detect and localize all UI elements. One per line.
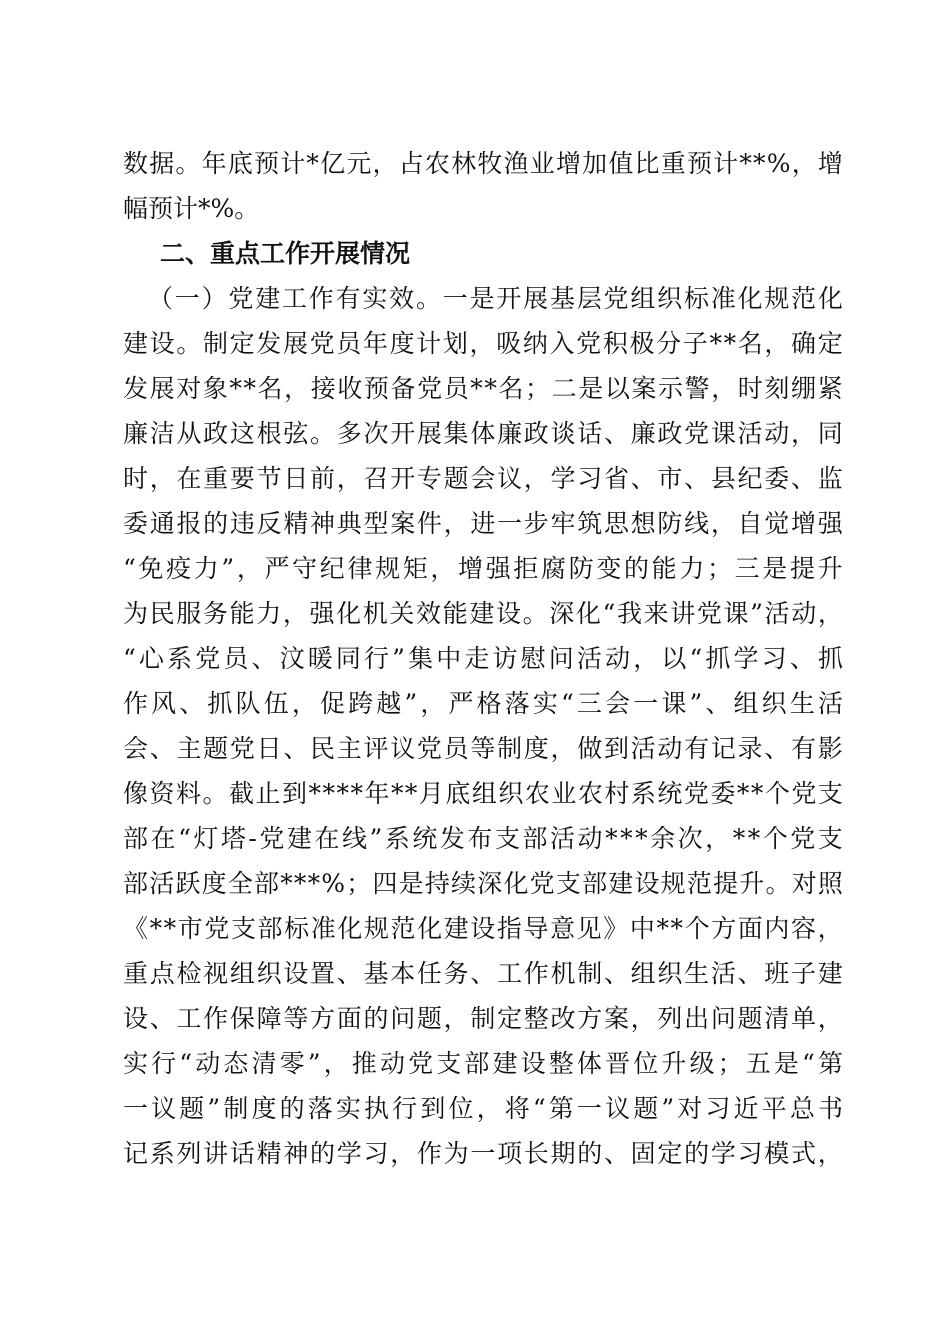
intro-line: 幅预计*%。 xyxy=(123,194,260,223)
paragraph-line: 部 活 跃 度 全 部 * * * % ； 四 是 持 续 深 化 党 支 部 建 设 规 范 提 升 。 对 照 xyxy=(123,869,843,898)
paragraph-line: 《 * * 市 党 支 部 标 准 化 规 范 化 建 设 指 导 意 见 》 中 * * 个 方 面 内 容 ， xyxy=(123,914,843,943)
paragraph-line: 一 议 题 ” 制 度 的 落 实 执 行 到 位 ， 将 “ 第 一 议 题 ” 对 习 近 平 总 书 xyxy=(123,1094,843,1123)
paragraph-line: 设 、 工 作 保 障 等 方 面 的 问 题 ， 制 定 整 改 方 案 ， 列 出 问 题 清 单 ， xyxy=(123,1004,843,1033)
paragraph-line: 部 在 “ 灯 塔 - 党 建 在 线 ” 系 统 发 布 支 部 活 动 * * * 余 次 ， * * 个 党 支 xyxy=(123,824,843,853)
paragraph-line: 时 ， 在 重 要 节 日 前 ， 召 开 专 题 会 议 ， 学 习 省 、 市 、 县 纪 委 、 监 xyxy=(123,464,843,493)
paragraph-line: 实 行 “ 动 态 清 零 ” ， 推 动 党 支 部 建 设 整 体 晋 位 升 级 ； 五 是 “ 第 xyxy=(123,1049,843,1078)
paragraph-line: 会 、 主 题 党 日 、 民 主 评 议 党 员 等 制 度 ， 做 到 活 动 有 记 录 、 有 影 xyxy=(123,734,843,763)
paragraph-line: 重 点 检 视 组 织 设 置 、 基 本 任 务 、 工 作 机 制 、 组 织 生 活 、 班 子 建 xyxy=(123,959,843,988)
paragraph-line: 建 设 。 制 定 发 展 党 员 年 度 计 划 ， 吸 纳 入 党 积 极 分 子 * * 名 ， 确 定 xyxy=(123,329,843,358)
paragraph-line: 为 民 服 务 能 力 ， 强 化 机 关 效 能 建 设 。 深 化 “ 我 来 讲 党 课 ” 活 动 ， xyxy=(123,599,843,628)
paragraph-line: （ 一 ） 党 建 工 作 有 实 效 。 一 是 开 展 基 层 党 组 织 标 准 化 规 范 化 xyxy=(148,284,843,313)
paragraph-line: 廉 洁 从 政 这 根 弦 。 多 次 开 展 集 体 廉 政 谈 话 、 廉 政 党 课 活 动 ， 同 xyxy=(123,419,843,448)
paragraph-line: “ 心 系 党 员 、 汶 暖 同 行 ” 集 中 走 访 慰 问 活 动 ， 以 “ 抓 学 习 、 抓 xyxy=(123,644,843,673)
paragraph-line: 记 系 列 讲 话 精 神 的 学 习 ， 作 为 一 项 长 期 的 、 固 定 的 学 习 模 式 ， xyxy=(123,1139,843,1168)
intro-line: 数 据 。 年 底 预 计 * 亿 元 ， 占 农 林 牧 渔 业 增 加 值 比 重 预 计 * * % ， 增 xyxy=(123,149,843,178)
paragraph-line: 像 资 料 。 截 止 到 * * * * 年 * * 月 底 组 织 农 业 农 村 系 统 党 委 * * 个 党 支 xyxy=(123,779,843,808)
paragraph-line: 发 展 对 象 * * 名 ， 接 收 预 备 党 员 * * 名 ； 二 是 以 案 示 警 ， 时 刻 绷 紧 xyxy=(123,374,843,403)
paragraph-line: 委 通 报 的 违 反 精 神 典 型 案 件 ， 进 一 步 牢 筑 思 想 防 线 ， 自 觉 增 强 xyxy=(123,509,843,538)
paragraph-line: 作 风 、 抓 队 伍 ， 促 跨 越 ” ， 严 格 落 实 “ 三 会 一 课 ” 、 组 织 生 活 xyxy=(123,689,843,718)
paragraph-line: “ 免 疫 力 ” ， 严 守 纪 律 规 矩 ， 增 强 拒 腐 防 变 的 能 力 ； 三 是 提 升 xyxy=(123,554,843,583)
section-heading: 二、重点工作开展情况 xyxy=(160,239,411,268)
